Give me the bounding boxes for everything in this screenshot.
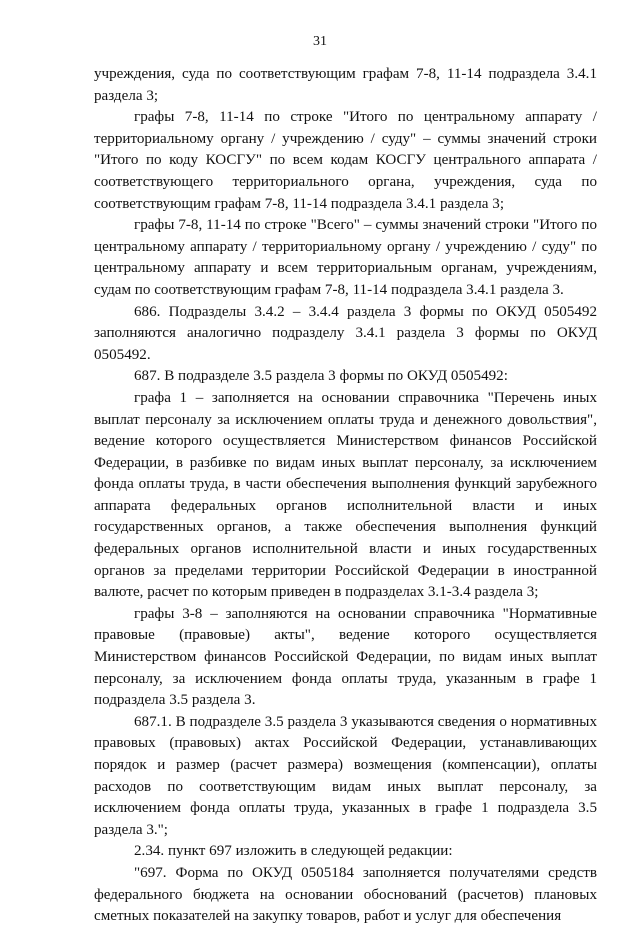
paragraph: графы 7-8, 11-14 по строке "Всего" – суммы значений строки "Итого по центральному аппарату / территориальному органу / учреждению / суду" по центральному аппарату и всем территориальным органам, учреждениям, судам по соответствующим графам 7-8, 11-14 подраздела 3.4.1 раздела 3. [94,217,597,298]
paragraph: графы 3-8 – заполняются на основании справочника "Нормативные правовые (правовые) акты", ведение которого осуществляется Министерством финансов Российской Федерации, по видам иных выплат персоналу, за исключением фонда оплаты труда, указанным в графе 1 подраздела 3.5 раздела 3. [94,605,597,709]
paragraph: графа 1 – заполняется на основании справочника "Перечень иных выплат персоналу за исключением оплаты труда и денежного довольствия", ведение которого осуществляется Министерством финансов Российской Федерации, в разбивке по видам иных выплат персоналу, за исключением фонда оплаты труда, в части обеспечения выполнения функций зарубежного аппарата федеральных органов исполнительной власти и иных государственных органов, а также обеспечения выполнения функций федеральных органов исполнительной власти и иных государственных органов за пределами территории Российской Федерации в иностранной валюте, расчет по которым приведен в подразделах 3.1-3.4 раздела 3; [94,389,597,601]
paragraph: 687.1. В подразделе 3.5 раздела 3 указываются сведения о нормативных правовых (правовых) актах Российской Федерации, устанавливающих порядок и размер (расчет размера) возмещения (компенсации), оплаты расходов по соответствующим видам иных выплат персоналу, за исключением фонда оплаты труда, указанных в графе 1 подраздела 3.5 раздела 3."; [94,713,597,838]
paragraph: учреждения, суда по соответствующим графам 7-8, 11-14 подраздела 3.4.1 раздела 3; [94,66,597,104]
paragraph: 2.34. пункт 697 изложить в следующей редакции: [134,843,453,860]
paragraph: 686. Подразделы 3.4.2 – 3.4.4 раздела 3 формы по ОКУД 0505492 заполняются аналогично подразделу 3.4.1 раздела 3 формы по ОКУД 0505492. [94,303,597,363]
paragraph: графы 7-8, 11-14 по строке "Итого по центральному аппарату / территориальному органу / учреждению / суду" – суммы значений строки "Итого по коду КОСГУ" по всем кодам КОСГУ центрального аппарата / соответствующего территориального органа, учреждения, суда по соответствующим графам 7-8, 11-14 подраздела 3.4.1 раздела 3; [94,109,597,212]
paragraph: "697. Форма по ОКУД 0505184 заполняется получателями средств федерального бюджета на основании обоснований (расчетов) плановых сметных показателей на закупку товаров, работ и услуг для обеспечения [94,864,597,925]
paragraph: 687. В подразделе 3.5 раздела 3 формы по ОКУД 0505492: [134,368,508,385]
document-body [94,64,597,928]
page-number: 31 [313,34,327,49]
